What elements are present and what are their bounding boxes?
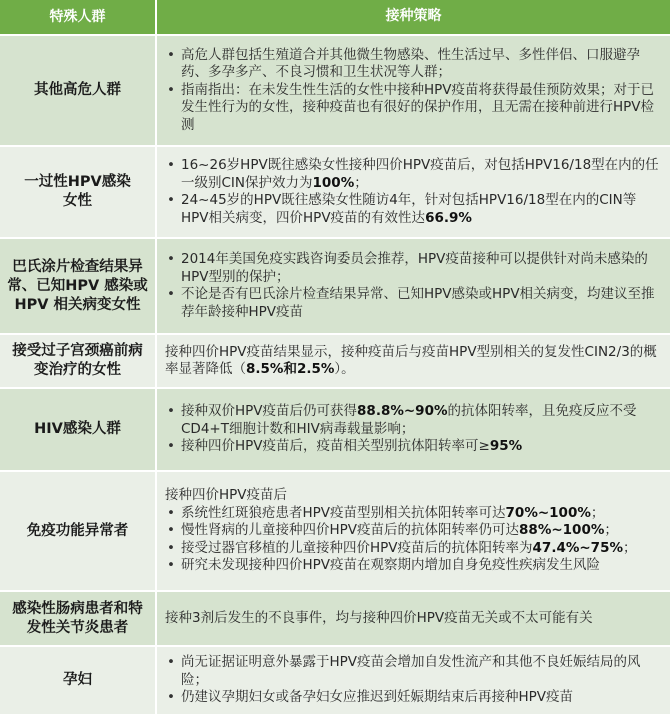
list-item: • 16~26岁HPV既往感染女性接种四价HPV疫苗后，对包括HPV16/18型在内的任一级别CIN保护效力为100%；	[165, 157, 662, 192]
strategy-cell	[157, 592, 670, 645]
strategy-cell	[157, 239, 670, 333]
strategy-cell	[157, 147, 670, 237]
strategy-text: 接种四价HPV疫苗结果显示，接种疫苗后与疫苗HPV型别相关的复发性CIN2/3的概率显著降低（8.5%和2.5%）。	[165, 343, 657, 377]
list-item: • 2014年美国免疫实践咨询委员会推荐，HPV疫苗接种可以提供针对尚未感染的HPV型别的保护；	[165, 251, 662, 286]
list-item: • 研究未发现接种四价HPV疫苗在观察期内增加自身免疫性疾病发生风险	[165, 557, 662, 575]
group-label: 一过性HPV感染女性	[0, 147, 157, 237]
bullet-list	[165, 157, 662, 227]
group-label: 巴氏涂片检查结果异常、已知HPV 感染或HPV 相关病变女性	[0, 239, 157, 333]
list-item: • 接受过器官移植的儿童接种四价HPV疫苗后的抗体阳转率为47.4%~75%；	[165, 540, 662, 558]
list-item: • 24~45岁的HPV既往感染女性随访4年，针对包括HPV16/18型在内的CIN等HPV相关病变，四价HPV疫苗的有效性达66.9%	[165, 192, 662, 227]
list-item: • 指南指出：在未发生性生活的女性中接种HPV疫苗将获得最佳预防效果；对于已发生性行为的女性，接种疫苗也有很好的保护作用，且无需在接种前进行HPV检测	[165, 82, 662, 135]
strategy-cell	[157, 472, 670, 590]
group-label: 其他高危人群	[0, 36, 157, 145]
table-row	[0, 36, 670, 147]
table-row	[0, 472, 670, 592]
bullet-list	[165, 505, 662, 575]
strategy-intro: 接种四价HPV疫苗后	[165, 487, 288, 504]
list-item: • 接种四价HPV疫苗后，疫苗相关型别抗体阳转率可≥95%	[165, 438, 662, 456]
table-row	[0, 239, 670, 335]
bullet-list	[165, 47, 662, 135]
list-item: • 高危人群包括生殖道合并其他微生物感染、性生活过早、多性伴侣、口服避孕药、多孕多产、不良习惯和卫生状况等人群；	[165, 47, 662, 82]
table-row	[0, 647, 670, 716]
group-label: 孕妇	[0, 647, 157, 714]
bullet-list	[165, 251, 662, 321]
header-strategy: 接种策略	[385, 8, 442, 25]
table-row	[0, 592, 670, 647]
table-row	[0, 147, 670, 239]
list-item: • 仍建议孕期妇女或备孕妇女应推迟到妊娠期结束后再接种HPV疫苗	[165, 689, 662, 707]
table-row	[0, 335, 670, 389]
strategy-cell	[157, 647, 670, 714]
table-row	[0, 389, 670, 472]
list-item: • 尚无证据证明意外暴露于HPV疫苗会增加自发性流产和其他不良妊娠结局的风险；	[165, 654, 662, 689]
strategy-cell	[157, 36, 670, 145]
group-label: 免疫功能异常者	[0, 472, 157, 590]
group-label: 感染性肠病患者和特发性关节炎患者	[0, 592, 157, 645]
strategy-text: 接种3剂后发生的不良事件，均与接种四价HPV疫苗无关或不太可能有关	[165, 609, 593, 626]
group-label: 接受过子宫颈癌前病变治疗的女性	[0, 335, 157, 387]
bullet-list	[165, 654, 662, 707]
group-label: HIV感染人群	[0, 389, 157, 470]
table-header	[0, 0, 670, 36]
strategy-cell	[157, 335, 670, 387]
list-item: • 慢性肾病的儿童接种四价HPV疫苗后的抗体阳转率仍可达88%~100%；	[165, 522, 662, 540]
list-item: • 接种双价HPV疫苗后仍可获得88.8%~90%的抗体阳转率，且免疫反应不受CD4+T细胞计数和HIV病毒载量影响；	[165, 403, 662, 438]
header-special-group: 特殊人群	[0, 0, 157, 34]
list-item: • 不论是否有巴氏涂片检查结果异常、已知HPV感染或HPV相关病变，均建议至推荐年龄接种HPV疫苗	[165, 286, 662, 321]
bullet-list	[165, 403, 662, 456]
list-item: • 系统性红斑狼疮患者HPV疫苗型别相关抗体阳转率可达70%~100%；	[165, 505, 662, 523]
strategy-cell	[157, 389, 670, 470]
